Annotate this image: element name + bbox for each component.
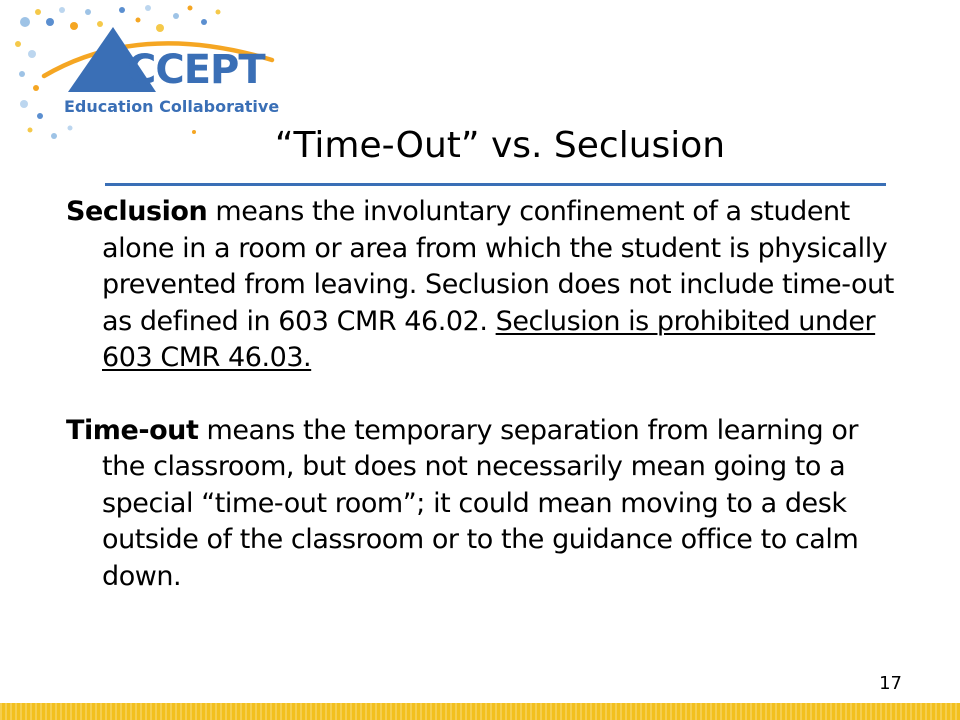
page-number: 17 [879, 673, 902, 694]
seclusion-term: Seclusion [66, 196, 208, 227]
title-divider [105, 183, 886, 186]
timeout-paragraph [66, 413, 896, 596]
seclusion-definition: means the involuntary confinement of a student alone in a room or area from which the student is physically prevented from leaving. Seclusion does not include time-out as defined in 603 CMR 46.02. [102, 196, 894, 337]
seclusion-paragraph [66, 194, 896, 377]
timeout-term: Time-out [66, 414, 199, 446]
footer-accent-bar [0, 703, 960, 720]
timeout-definition: means the temporary separation from learning or the classroom, but does not necessarily mean going to a special “time-out room”; it could mean moving to a desk outside of the classroom or to the guidance office to calm down. [102, 414, 859, 592]
seclusion-prohibition-note: Seclusion is prohibited under 603 CMR 46.03. [102, 305, 876, 373]
slide-body [66, 194, 896, 595]
slide-title: “Time-Out” vs. Seclusion [274, 125, 726, 166]
logo-subtitle: Education Collaborative [64, 97, 280, 116]
logo-brand-text: CCEPT [127, 47, 265, 93]
